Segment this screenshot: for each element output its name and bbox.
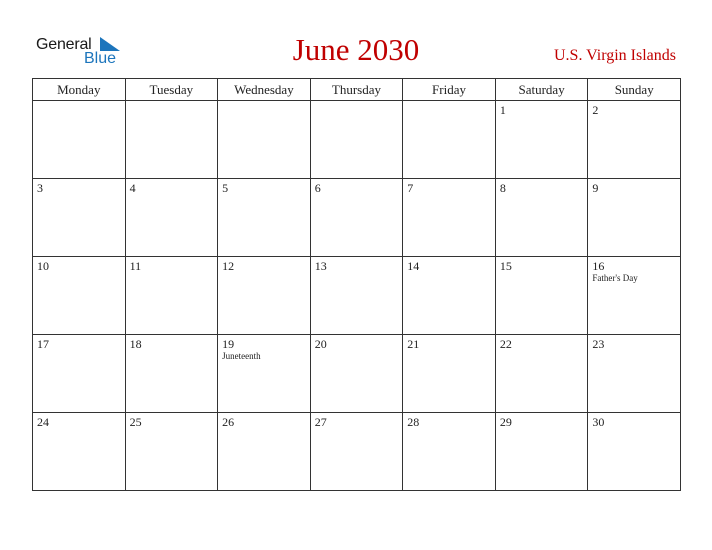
day-number: 16 [592, 259, 605, 273]
weekday-header: Friday [403, 79, 496, 101]
day-cell [218, 101, 311, 179]
day-number: 24 [37, 415, 49, 429]
day-number [126, 101, 218, 103]
day-cell [588, 179, 681, 257]
day-cell [588, 413, 681, 491]
weekday-header: Monday [33, 79, 126, 101]
day-cell [310, 413, 403, 491]
day-cell [33, 335, 126, 413]
weekday-header: Wednesday [218, 79, 311, 101]
day-cell [403, 179, 496, 257]
day-cell [218, 335, 311, 413]
day-cell [310, 101, 403, 179]
day-number: 10 [37, 259, 49, 273]
day-number: 13 [314, 259, 327, 273]
week-row [33, 179, 681, 257]
day-cell [125, 257, 218, 335]
day-number: 14 [407, 259, 420, 273]
day-number: 9 [592, 181, 599, 195]
day-cell [310, 335, 403, 413]
day-cell [218, 257, 311, 335]
day-cell [588, 101, 681, 179]
day-number: 12 [222, 259, 235, 273]
day-cell [125, 179, 218, 257]
day-cell [495, 413, 588, 491]
day-cell [588, 335, 681, 413]
day-cell [495, 257, 588, 335]
day-number: 11 [129, 259, 142, 273]
day-cell [495, 101, 588, 179]
day-number: 18 [129, 337, 142, 351]
weekday-header: Saturday [495, 79, 588, 101]
day-number: 8 [499, 181, 506, 195]
day-number: 17 [37, 337, 49, 351]
day-number: 26 [222, 415, 235, 429]
day-number: 22 [499, 337, 512, 351]
weekday-header: Sunday [588, 79, 681, 101]
day-cell [310, 257, 403, 335]
day-cell [588, 257, 681, 335]
day-number: 2 [592, 103, 599, 117]
day-cell [403, 413, 496, 491]
day-number [218, 101, 310, 103]
day-number: 6 [314, 181, 321, 195]
logo-text-general: General [36, 36, 92, 53]
weekday-header-row [33, 79, 681, 101]
day-number [311, 101, 403, 103]
day-number: 19 [222, 337, 235, 351]
day-cell [495, 335, 588, 413]
day-cell [218, 413, 311, 491]
day-cell [33, 101, 126, 179]
logo-text-blue: Blue [84, 50, 117, 67]
day-number: 15 [499, 259, 512, 273]
day-cell [403, 101, 496, 179]
day-cell [218, 179, 311, 257]
day-number: 28 [407, 415, 420, 429]
day-cell [125, 101, 218, 179]
day-number: 20 [314, 337, 327, 351]
day-number [403, 101, 495, 103]
day-cell [125, 413, 218, 491]
day-number: 5 [222, 181, 229, 195]
day-number: 30 [592, 415, 605, 429]
week-row [33, 335, 681, 413]
day-number: 25 [129, 415, 142, 429]
day-number: 4 [129, 181, 136, 195]
day-number: 21 [407, 337, 420, 351]
week-row [33, 413, 681, 491]
week-row [33, 257, 681, 335]
day-number: 1 [499, 103, 506, 117]
day-number [33, 101, 125, 103]
page-title: June 2030 [292, 32, 420, 67]
day-cell [33, 257, 126, 335]
day-number: 23 [592, 337, 605, 351]
day-cell [33, 413, 126, 491]
weekday-header: Thursday [310, 79, 403, 101]
region-name: U.S. Virgin Islands [553, 47, 676, 64]
day-number: 3 [37, 181, 43, 195]
day-cell [403, 257, 496, 335]
day-cell [33, 179, 126, 257]
day-cell [495, 179, 588, 257]
day-cell [125, 335, 218, 413]
day-cell [310, 179, 403, 257]
day-number: 27 [314, 415, 327, 429]
holiday-label: Juneteenth [222, 351, 261, 361]
holiday-label: Father's Day [592, 273, 638, 283]
week-row [33, 101, 681, 179]
day-number: 7 [407, 181, 414, 195]
weekday-header: Tuesday [125, 79, 218, 101]
day-number: 29 [499, 415, 512, 429]
day-cell [403, 335, 496, 413]
calendar-grid [32, 78, 681, 491]
